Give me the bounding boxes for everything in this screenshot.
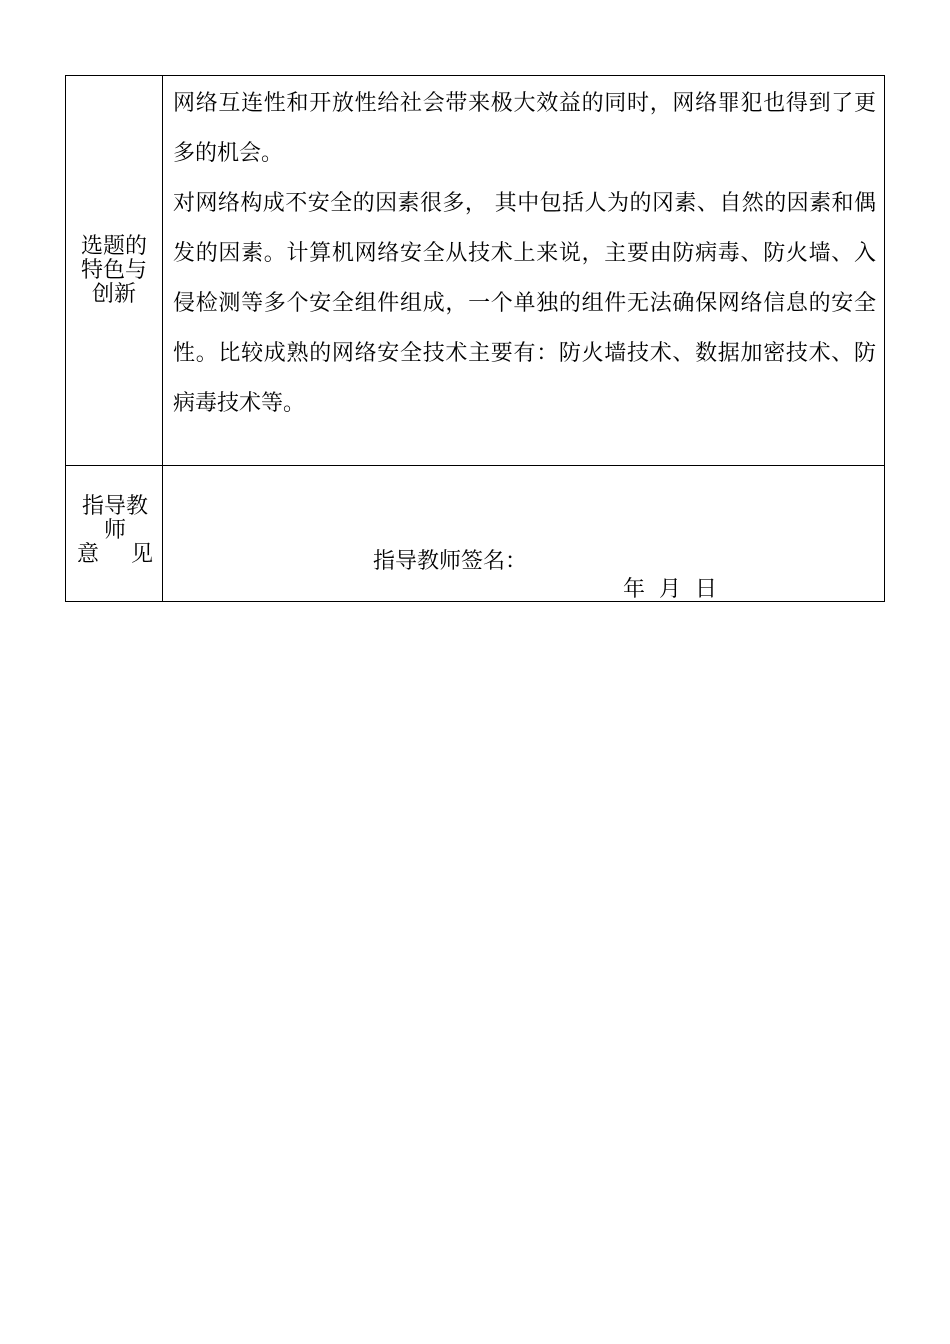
features-label: 选题的特色与创新 (80, 233, 147, 307)
advisor-row (66, 466, 884, 601)
advisor-label-cell (66, 466, 163, 601)
advisor-label-char-jian: 见 (130, 542, 153, 567)
features-text (163, 79, 884, 429)
advisor-label-line1: 指导教 (81, 494, 148, 519)
signature-label: 指导教师签名： (373, 549, 528, 574)
proposal-table (65, 75, 885, 602)
advisor-label-char-yi: 意 (77, 542, 100, 567)
advisor-label-line2: 师 (103, 518, 126, 543)
features-paragraph-2: 对网络构成不安全的因素很多， 其中包括人为的冈素、自然的因素和偶发的因素。计算机网络安全从技术上来说，主要由防病毒、防火墙、入侵检测等多个安全组件组成，一个单独的组件无法确保网络信息的安全性。比较成熟的网络安全技术主要有：防火墙技术、数据加密技术、防病毒技术等。 (173, 191, 876, 416)
date-label: 年 月 日 (623, 577, 717, 602)
features-content-cell (163, 76, 884, 465)
features-label-cell (66, 76, 163, 465)
features-row (66, 76, 884, 466)
features-paragraph-1: 网络互连性和开放性给社会带来极大效益的同时，网络罪犯也得到了更多的机会。 (173, 91, 876, 166)
advisor-content-cell[interactable] (163, 466, 884, 601)
advisor-label-line3 (74, 543, 156, 567)
advisor-label (74, 495, 156, 567)
